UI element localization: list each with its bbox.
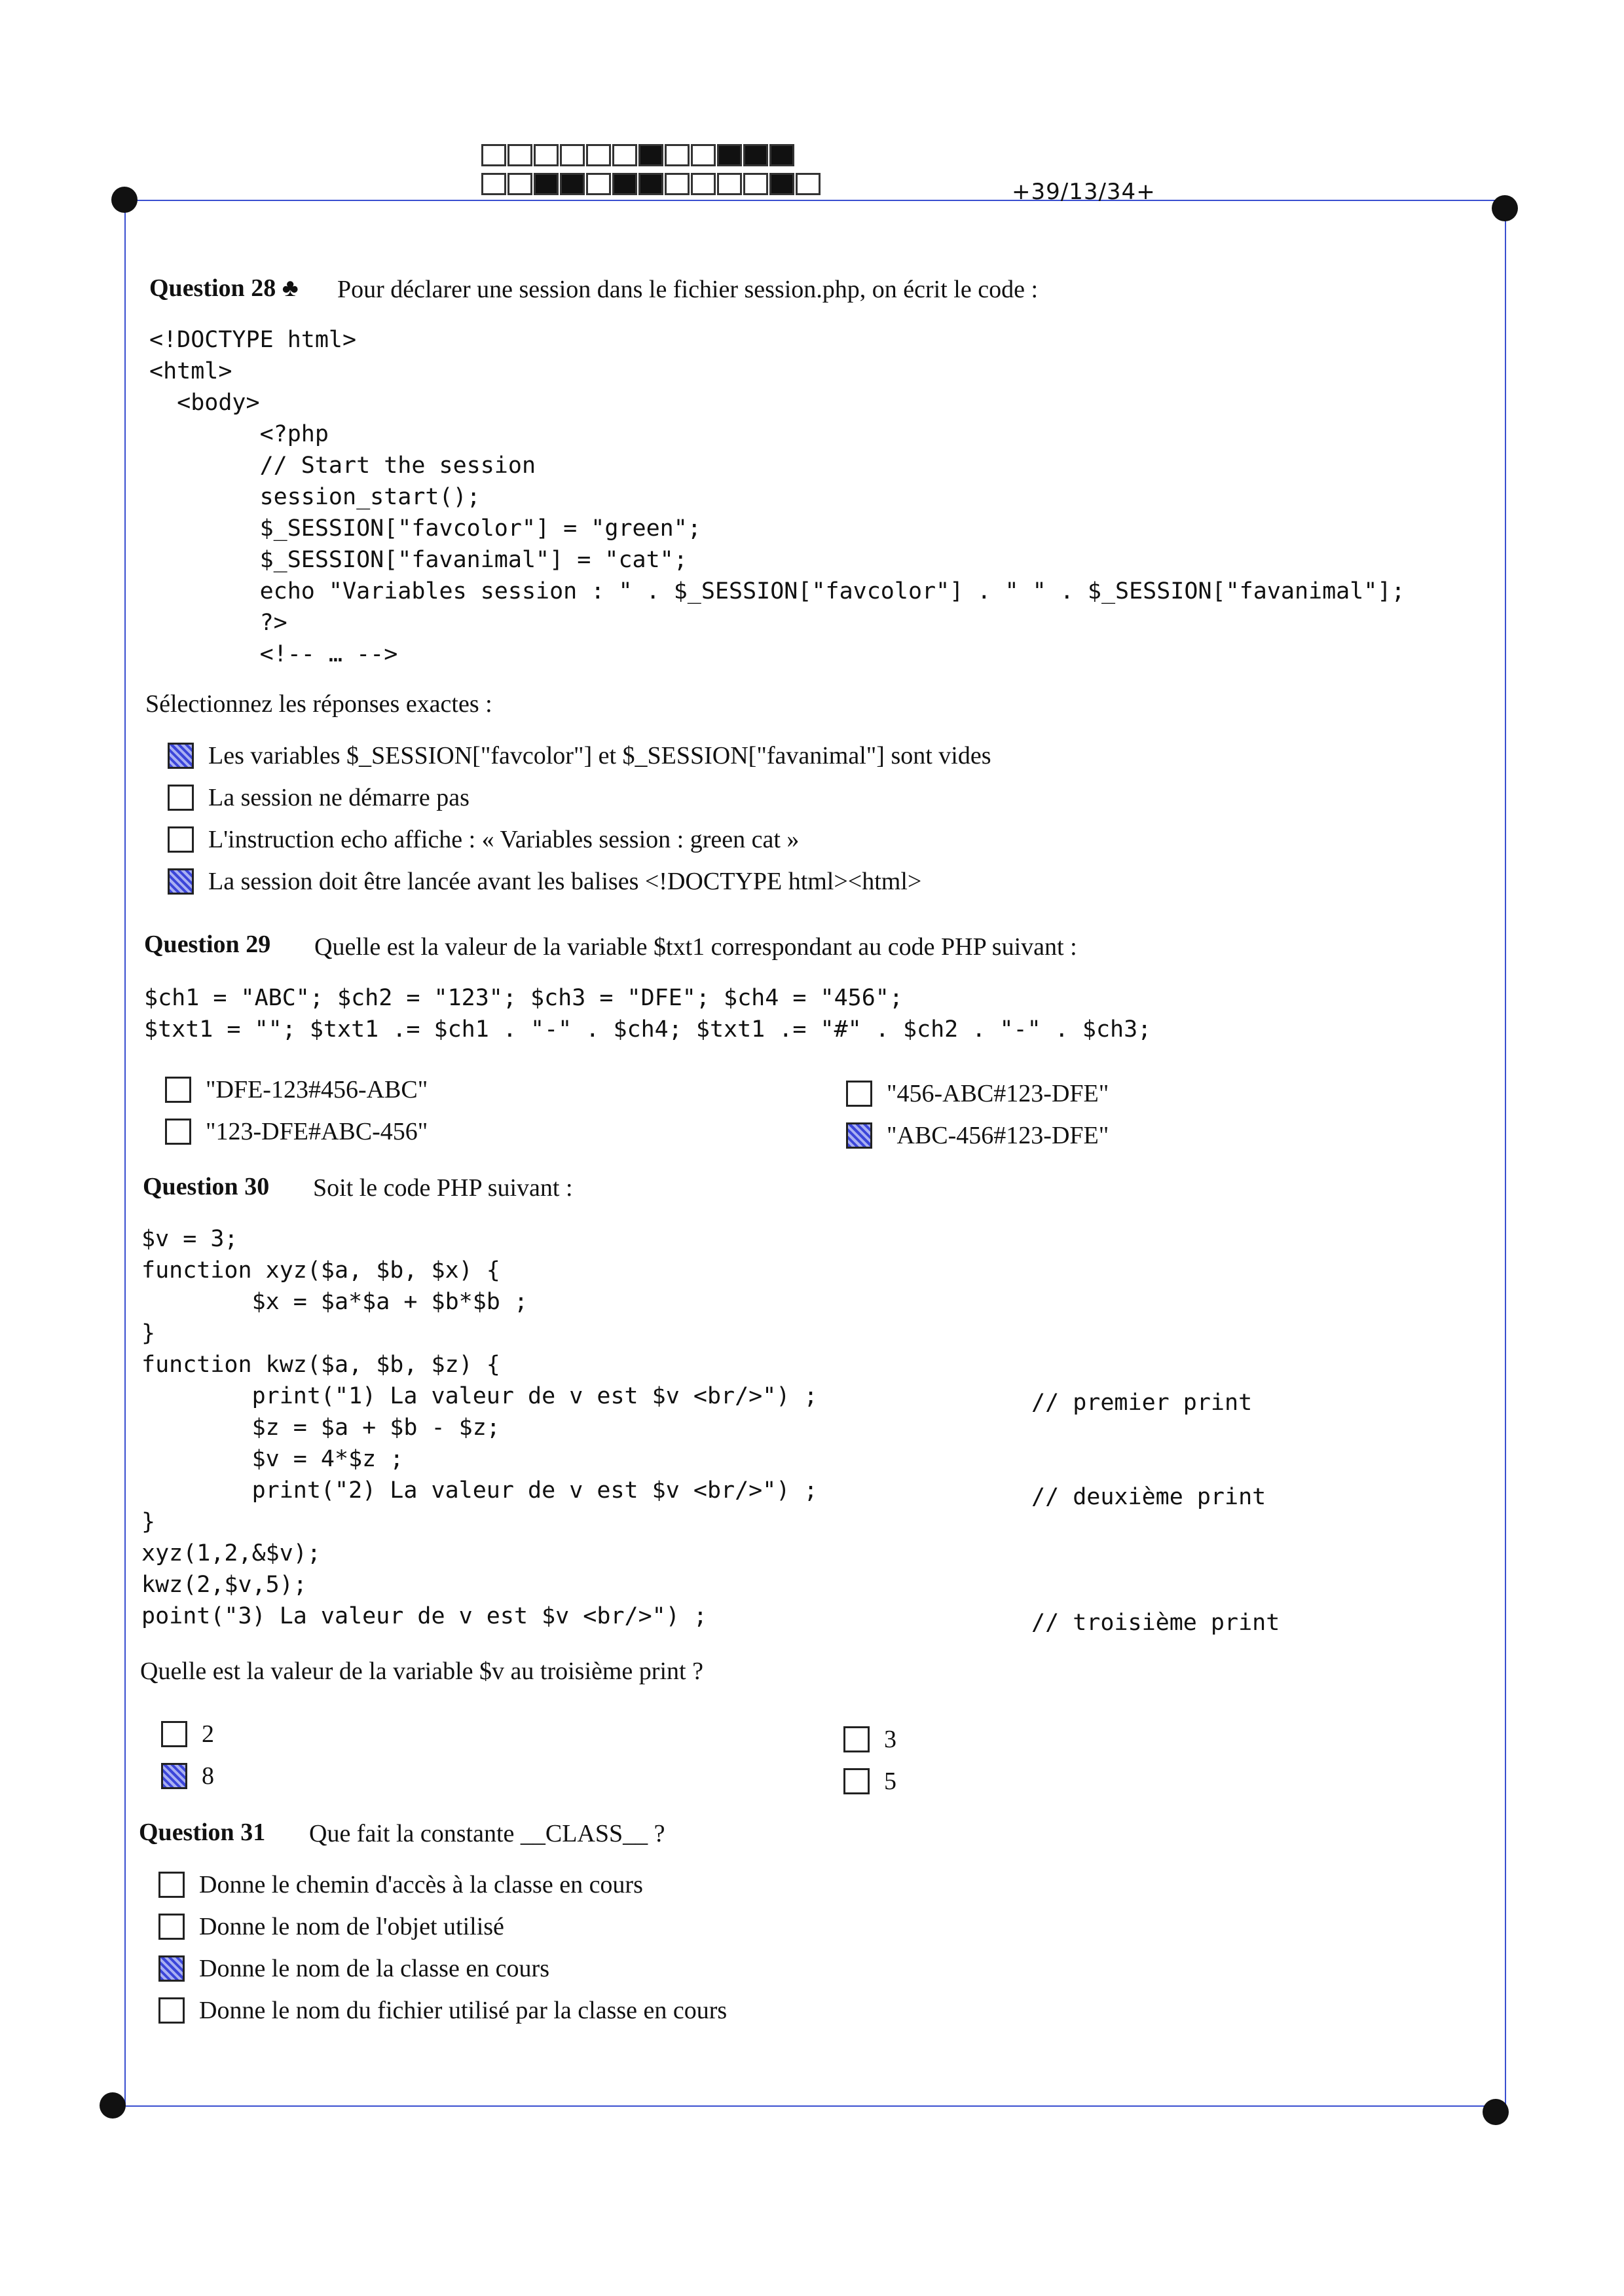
- q28-option-4-checkbox[interactable]: [168, 868, 194, 895]
- code-row-1-cell-8: [665, 144, 690, 166]
- q28-option-2-label: La session ne démarre pas: [208, 784, 470, 811]
- q29-option-1[interactable]: [165, 1075, 428, 1104]
- corner-mark-top-left: [111, 187, 138, 213]
- code-row-1-cell-3: [534, 144, 559, 166]
- q31-option-2[interactable]: [158, 1912, 504, 1941]
- q30-comment-premier: // premier print: [1031, 1390, 1253, 1416]
- corner-mark-bottom-right: [1483, 2099, 1509, 2125]
- q28-option-1-label: Les variables $_SESSION["favcolor"] et $_SESSION["favanimal"] sont vides: [208, 742, 991, 769]
- code-row-1-cell-7: [638, 144, 663, 166]
- q29-option-4[interactable]: [846, 1121, 1109, 1150]
- question-29-code: $ch1 = "ABC"; $ch2 = "123"; $ch3 = "DFE"; $ch4 = "456"; $txt1 = ""; $txt1 .= $ch1 . "-" . $ch4; $txt1 .= "#" . $ch2 . "-" . $ch3;: [144, 985, 1152, 1043]
- question-31-text: Que fait la constante __CLASS__ ?: [309, 1820, 665, 1847]
- code-row-2-cell-3: [534, 173, 559, 195]
- q30-option-3-checkbox[interactable]: [843, 1726, 870, 1752]
- q29-option-2-label: "123-DFE#ABC-456": [206, 1118, 428, 1145]
- q28-option-1[interactable]: [168, 741, 991, 770]
- binary-code-row-1: [481, 144, 796, 166]
- q31-option-1-label: Donne le chemin d'accès à la classe en cours: [199, 1871, 643, 1898]
- question-31-title: Question 31: [139, 1819, 266, 1846]
- frame-left: [124, 200, 126, 2105]
- q30-option-1-checkbox[interactable]: [161, 1721, 187, 1747]
- q29-option-3-label: "456-ABC#123-DFE": [887, 1080, 1109, 1107]
- question-28-prompt: Sélectionnez les réponses exactes :: [145, 690, 492, 718]
- code-row-2-cell-11: [743, 173, 768, 195]
- binary-code-row-2: [481, 173, 822, 195]
- corner-mark-bottom-left: [100, 2092, 126, 2119]
- q28-option-3[interactable]: [168, 825, 799, 854]
- code-row-1-cell-1: [481, 144, 506, 166]
- q31-option-4-checkbox[interactable]: [158, 1997, 185, 2024]
- q29-option-2-checkbox[interactable]: [165, 1119, 191, 1145]
- code-row-1-cell-12: [769, 144, 794, 166]
- code-row-2-cell-9: [691, 173, 716, 195]
- q30-option-2-checkbox[interactable]: [161, 1763, 187, 1789]
- code-row-1-cell-9: [691, 144, 716, 166]
- q31-option-3[interactable]: [158, 1954, 549, 1983]
- q28-option-2-checkbox[interactable]: [168, 785, 194, 811]
- page-id: +39/13/34+: [1012, 179, 1156, 205]
- q30-option-4-label: 5: [884, 1768, 896, 1795]
- code-row-1-cell-2: [507, 144, 532, 166]
- code-row-2-cell-8: [665, 173, 690, 195]
- frame-bottom: [113, 2105, 1497, 2107]
- code-row-2-cell-6: [612, 173, 637, 195]
- q31-option-2-checkbox[interactable]: [158, 1914, 185, 1940]
- q28-option-3-checkbox[interactable]: [168, 826, 194, 853]
- code-row-2-cell-10: [717, 173, 742, 195]
- q30-option-1-label: 2: [202, 1720, 214, 1748]
- code-row-1-cell-4: [560, 144, 585, 166]
- question-28-title: Question 28 ♣: [149, 274, 299, 302]
- q28-option-2[interactable]: [168, 783, 470, 812]
- frame-right: [1505, 210, 1506, 2109]
- q29-option-3-checkbox[interactable]: [846, 1081, 872, 1107]
- code-row-1-cell-10: [717, 144, 742, 166]
- code-row-2-cell-7: [638, 173, 663, 195]
- q29-option-3[interactable]: [846, 1079, 1109, 1108]
- q28-option-3-label: L'instruction echo affiche : « Variables session : green cat »: [208, 826, 800, 853]
- code-row-2-cell-2: [507, 173, 532, 195]
- q30-option-4-checkbox[interactable]: [843, 1768, 870, 1794]
- frame-top: [124, 200, 1506, 201]
- question-30-text: Soit le code PHP suivant :: [313, 1174, 573, 1202]
- q30-option-2[interactable]: [161, 1762, 214, 1790]
- q31-option-3-label: Donne le nom de la classe en cours: [199, 1955, 549, 1982]
- q28-option-4[interactable]: [168, 867, 921, 896]
- q31-option-3-checkbox[interactable]: [158, 1955, 185, 1982]
- question-30-prompt: Quelle est la valeur de la variable $v au troisième print ?: [140, 1657, 703, 1685]
- q31-option-4[interactable]: [158, 1996, 727, 2025]
- q28-option-1-checkbox[interactable]: [168, 743, 194, 769]
- q30-option-3-label: 3: [884, 1726, 896, 1753]
- q29-option-2[interactable]: [165, 1117, 428, 1146]
- question-29-text: Quelle est la valeur de la variable $txt1 correspondant au code PHP suivant :: [314, 933, 1077, 961]
- code-row-2-cell-5: [586, 173, 611, 195]
- q29-option-4-checkbox[interactable]: [846, 1122, 872, 1149]
- question-30-title: Question 30: [143, 1173, 270, 1200]
- q30-option-3[interactable]: [843, 1725, 896, 1754]
- question-30-code: $v = 3; function xyz($a, $b, $x) { $x = $a*$a + $b*$b ; } function kwz($a, $b, $z) { print("1) La valeur de v est $v <br/>") ; $z = $a + $b - $z; $v = 4*$z ; print("2) La valeur de v est $v <br/>") ; } xyz(1,2,&$v); kwz(2,$v,5); point("3) La valeur de v est $v <br/>") ;: [141, 1226, 818, 1629]
- q30-comment-deuxieme: // deuxième print: [1031, 1484, 1266, 1510]
- q30-option-4[interactable]: [843, 1767, 896, 1796]
- question-28-code: <!DOCTYPE html> <html> <body> <?php // Start the session session_start(); $_SESSION["favcolor"] = "green"; $_SESSION["favanimal"] = "cat"; echo "Variables session : " . $_SESSION["favcolor"] . " " . $_SESSION["favanimal"]; ?> <!-- … -->: [149, 327, 1405, 667]
- code-row-2-cell-13: [796, 173, 821, 195]
- q29-option-4-label: "ABC-456#123-DFE": [887, 1122, 1109, 1149]
- q29-option-1-label: "DFE-123#456-ABC": [206, 1076, 428, 1103]
- q30-option-1[interactable]: [161, 1720, 214, 1749]
- code-row-2-cell-4: [560, 173, 585, 195]
- corner-mark-top-right: [1492, 195, 1518, 221]
- code-row-2-cell-12: [769, 173, 794, 195]
- question-29-title: Question 29: [144, 931, 271, 958]
- q31-option-2-label: Donne le nom de l'objet utilisé: [199, 1913, 504, 1940]
- code-row-2-cell-1: [481, 173, 506, 195]
- code-row-1-cell-5: [586, 144, 611, 166]
- q29-option-1-checkbox[interactable]: [165, 1077, 191, 1103]
- code-row-1-cell-6: [612, 144, 637, 166]
- question-28-text: Pour déclarer une session dans le fichier session.php, on écrit le code :: [337, 276, 1039, 303]
- q31-option-1-checkbox[interactable]: [158, 1872, 185, 1898]
- code-row-1-cell-11: [743, 144, 768, 166]
- q31-option-4-label: Donne le nom du fichier utilisé par la classe en cours: [199, 1997, 728, 2024]
- q30-option-2-label: 8: [202, 1762, 214, 1790]
- q28-option-4-label: La session doit être lancée avant les balises <!DOCTYPE html><html>: [208, 868, 922, 895]
- q30-comment-troisieme: // troisième print: [1031, 1610, 1280, 1636]
- q31-option-1[interactable]: [158, 1870, 643, 1899]
